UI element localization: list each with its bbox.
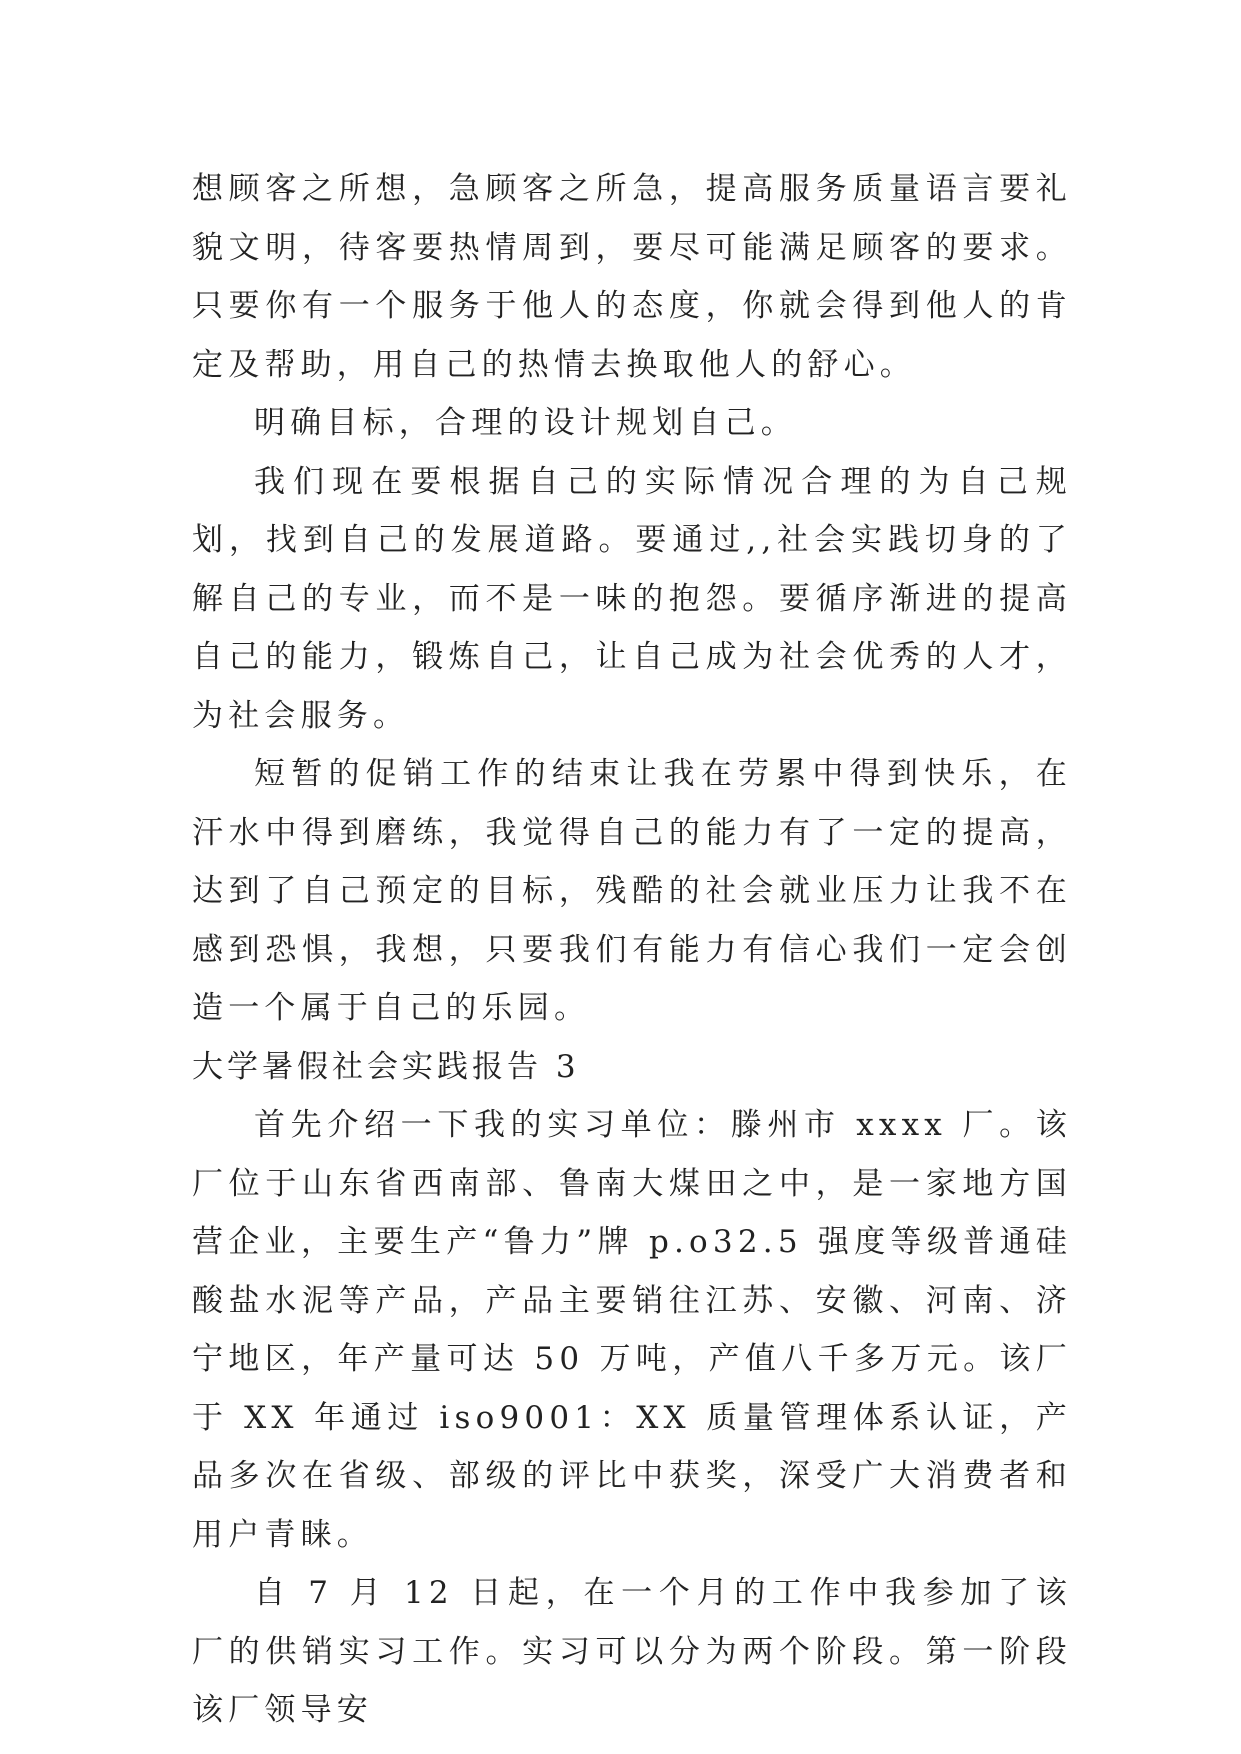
- paragraph-continuation: 想顾客之所想，急顾客之所急，提高服务质量语言要礼貌文明，待客要热情周到，要尽可能满足顾客的要求。只要你有一个服务于他人的态度，你就会得到他人的肯定及帮助，用自己的热情去换取他人的舒心。: [192, 171, 1072, 383]
- paragraph: 自 7 月 12 日起，在一个月的工作中我参加了该厂的供销实习工作。实习可以分为两个阶段。第一阶段该厂领导安: [192, 1575, 1072, 1728]
- document-body: [192, 160, 1072, 1740]
- paragraph: 短暂的促销工作的结束让我在劳累中得到快乐，在汗水中得到磨练，我觉得自己的能力有了一定的提高，达到了自己预定的目标，残酷的社会就业压力让我不在感到恐惧，我想，只要我们有能力有信心我们一定会创造一个属于自己的乐园。: [192, 756, 1072, 1026]
- paragraph: 我们现在要根据自己的实际情况合理的为自己规划，找到自己的发展道路。要通过,,社会实践切身的了解自己的专业，而不是一味的抱怨。要循序渐进的提高自己的能力，锻炼自己，让自己成为社会优秀的人才，为社会服务。: [192, 463, 1072, 734]
- paragraph: 首先介绍一下我的实习单位：滕州市 xxxx 厂。该厂位于山东省西南部、鲁南大煤田之中，是一家地方国营企业，主要生产“鲁力”牌 p.o32.5 强度等级普通硅酸盐水泥等产品，产品主要销往江苏、安徽、河南、济宁地区，年产量可达 50 万吨，产值八千多万元。该厂于 XX 年通过 iso9001：XX 质量管理体系认证，产品多次在省级、部级的评比中获奖，深受广大消费者和用户青睐。: [192, 1107, 1072, 1553]
- paragraph: 明确目标，合理的设计规划自己。: [254, 405, 797, 441]
- section-heading: 大学暑假社会实践报告 3: [192, 1048, 580, 1085]
